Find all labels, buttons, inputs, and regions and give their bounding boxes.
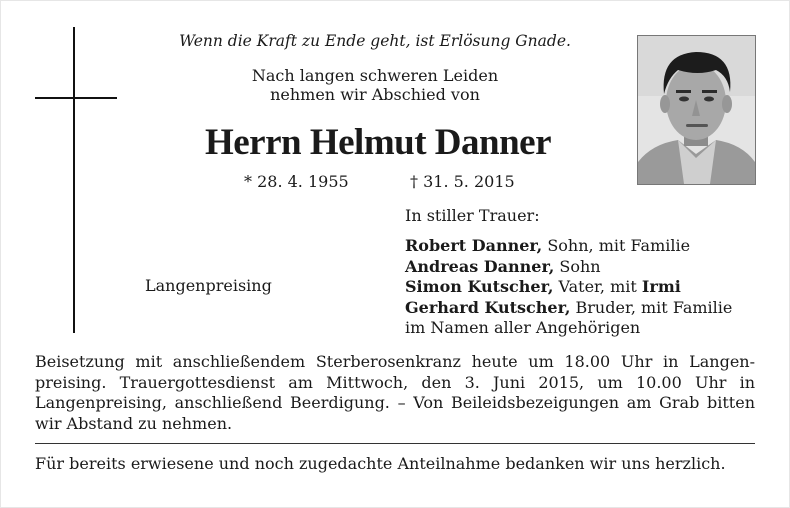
mourner-line [405, 277, 732, 298]
mourner-relation: Sohn, mit Familie [542, 236, 691, 255]
mourner-line [405, 236, 732, 257]
mourners-list [405, 236, 732, 339]
deceased-name: Herrn Helmut Danner [204, 122, 552, 163]
funeral-details: Beisetzung mit anschließendem Sterberosenkranz heute um 18.00 Uhr in Langenpreising. Trauergottesdienst am Mittwoch, den 3. Juni 2015, um 10.00 Uhr in Langenpreising, anschließend Beerdigung. – Von Beileidsbezeigungen am Grab bitten wir Abstand zu nehmen. [35, 352, 755, 433]
divider-line [35, 443, 755, 444]
mourner-name: Andreas Danner, [405, 256, 555, 276]
mourner-name: Simon Kutscher, [405, 277, 554, 296]
intro-text [140, 66, 610, 104]
portrait-illustration [638, 36, 755, 184]
mourner-relation: Bruder, mit Familie [570, 297, 733, 317]
mourner-line [405, 298, 732, 319]
place-name: Langenpreising [145, 276, 272, 295]
mourning-heading: In stiller Trauer: [405, 206, 540, 225]
birth-date: * 28. 4. 1955 [244, 172, 349, 191]
mourner-relation: Vater, mit [553, 277, 642, 296]
cross-vertical-bar [73, 27, 75, 333]
all-relatives-line: im Namen aller Angehörigen [405, 318, 641, 337]
intro-line-1: Nach langen schweren Leiden [251, 66, 499, 85]
portrait-photo [637, 35, 756, 185]
thanks-text: Für bereits erwiesene und noch zugedachte Anteilnahme bedanken wir uns herzlich. [35, 454, 726, 473]
mourner-name: Gerhard Kutscher, [405, 297, 571, 317]
mourner-line [405, 257, 732, 278]
death-date: † 31. 5. 2015 [410, 172, 515, 191]
motto-text: Wenn die Kraft zu Ende geht, ist Erlösung Gnade. [179, 32, 571, 50]
mourner-extra-name: Irmi [641, 277, 681, 296]
mourner-relation: Sohn [554, 256, 601, 276]
intro-line-2: nehmen wir Abschied von [270, 85, 480, 104]
mourner-name: Robert Danner, [405, 236, 543, 255]
cross-horizontal-bar [35, 97, 117, 99]
